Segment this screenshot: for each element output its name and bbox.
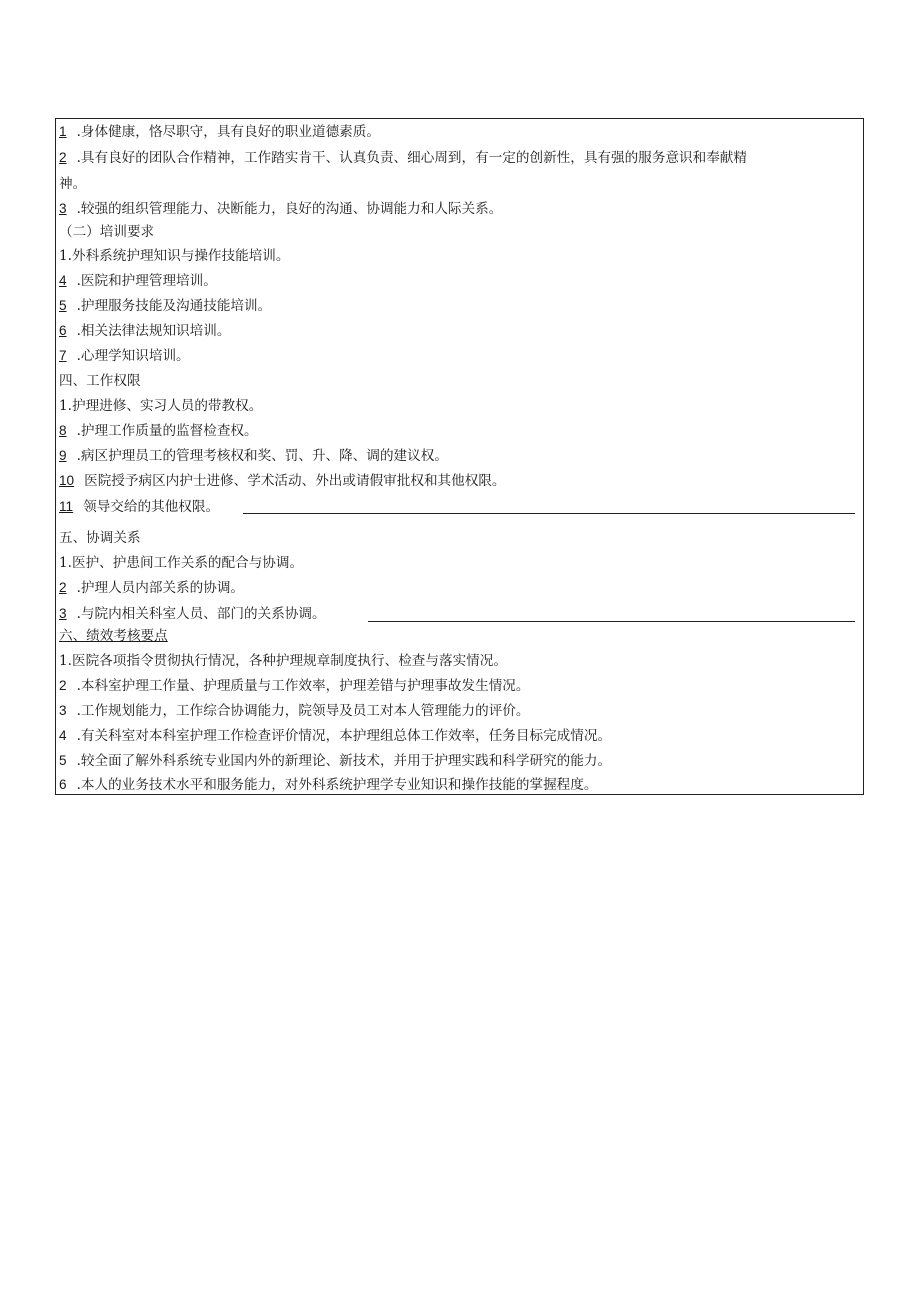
item-number: 10 — [59, 473, 75, 488]
underline-rule — [368, 621, 855, 622]
item-text: .护理服务技能及沟通技能培训。 — [76, 298, 272, 314]
item-number: 2 — [59, 678, 67, 693]
item-text: 1.护理进修、实习人员的带教权。 — [59, 398, 263, 414]
item-text: .本科室护理工作量、护理质量与工作效率，护理差错与护理事故发生情况。 — [76, 678, 530, 694]
training-item — [59, 322, 855, 340]
quality-item — [59, 123, 855, 141]
training-item — [59, 272, 855, 290]
item-text: .医院和护理管理培训。 — [76, 273, 217, 289]
item-number: 2 — [59, 580, 67, 595]
item-number: 8 — [59, 423, 67, 438]
item-text: 1.医院各项指令贯彻执行情况，各种护理规章制度执行、检查与落实情况。 — [59, 653, 507, 669]
item-text: .工作规划能力，工作综合协调能力，院领导及员工对本人管理能力的评价。 — [76, 703, 530, 719]
item-text: .较强的组织管理能力、决断能力，良好的沟通、协调能力和人际关系。 — [76, 201, 503, 217]
training-item — [59, 247, 855, 265]
item-number: 11 — [59, 499, 74, 514]
item-number: 7 — [59, 348, 67, 363]
section-heading-training — [59, 223, 855, 241]
section-heading-authority — [59, 372, 855, 390]
training-item — [59, 347, 855, 365]
item-text: .较全面了解外科系统专业国内外的新理论、新技术，并用于护理实践和科学研究的能力。 — [76, 753, 612, 769]
item-number: 2 — [59, 150, 67, 165]
item-text: .相关法律法规知识培训。 — [76, 323, 231, 339]
quality-item — [59, 149, 855, 167]
item-text: 领导交给的其他权限。 — [83, 499, 220, 515]
item-number: 4 — [59, 728, 67, 743]
item-number: 3 — [59, 606, 67, 621]
item-number: 6 — [59, 777, 67, 792]
performance-item — [59, 677, 855, 695]
heading-text: 五、协调关系 — [59, 530, 141, 546]
item-number: 1 — [59, 124, 67, 139]
performance-item — [59, 652, 855, 670]
item-number: 9 — [59, 448, 67, 463]
item-text: .身体健康，恪尽职守，具有良好的职业道德素质。 — [76, 124, 380, 140]
performance-item — [59, 752, 855, 770]
item-number: 5 — [59, 298, 67, 313]
item-text: .本人的业务技术水平和服务能力，对外科系统护理学专业知识和操作技能的掌握程度。 — [76, 777, 598, 793]
item-text: 1.医护、护患间工作关系的配合与协调。 — [59, 555, 304, 571]
item-text: 神。 — [59, 176, 87, 192]
section-heading-performance — [59, 627, 855, 645]
item-text: 医院授予病区内护士进修、学术活动、外出或请假审批权和其他权限。 — [84, 473, 506, 489]
heading-text: 四、工作权限 — [59, 373, 141, 389]
item-text: .护理人员内部关系的协调。 — [76, 580, 245, 596]
quality-item-continuation — [59, 175, 855, 193]
item-text: .与院内相关科室人员、部门的关系协调。 — [76, 606, 326, 622]
item-text: .具有良好的团队合作精神，工作踏实肯干、认真负责、细心周到，有一定的创新性，具有强的服务意识和奉献精 — [76, 150, 747, 166]
coordination-item — [59, 579, 855, 597]
item-text: .有关科室对本科室护理工作检查评价情况，本护理组总体工作效率，任务目标完成情况。 — [76, 728, 612, 744]
authority-item — [59, 447, 855, 465]
item-text: 1.外科系统护理知识与操作技能培训。 — [59, 248, 290, 264]
section-heading-coordination — [59, 529, 855, 547]
item-number: 5 — [59, 753, 67, 768]
authority-item — [59, 472, 855, 490]
performance-item — [59, 702, 855, 720]
heading-text: 六、绩效考核要点 — [59, 628, 168, 644]
item-number: 3 — [59, 703, 67, 718]
quality-item — [59, 200, 855, 218]
item-text: .心理学知识培训。 — [76, 348, 190, 364]
item-number: 6 — [59, 323, 67, 338]
coordination-item — [59, 554, 855, 572]
training-item — [59, 297, 855, 315]
performance-item — [59, 727, 855, 745]
authority-item — [59, 397, 855, 415]
item-text: .病区护理员工的管理考核权和奖、罚、升、降、调的建议权。 — [76, 448, 448, 464]
heading-text: （二）培训要求 — [59, 224, 155, 240]
underline-rule — [243, 513, 855, 514]
item-text: .护理工作质量的监督检查权。 — [76, 423, 258, 439]
performance-item — [59, 776, 855, 794]
document-frame — [55, 118, 864, 795]
item-number: 3 — [59, 201, 67, 216]
authority-item — [59, 422, 855, 440]
item-number: 4 — [59, 273, 67, 288]
